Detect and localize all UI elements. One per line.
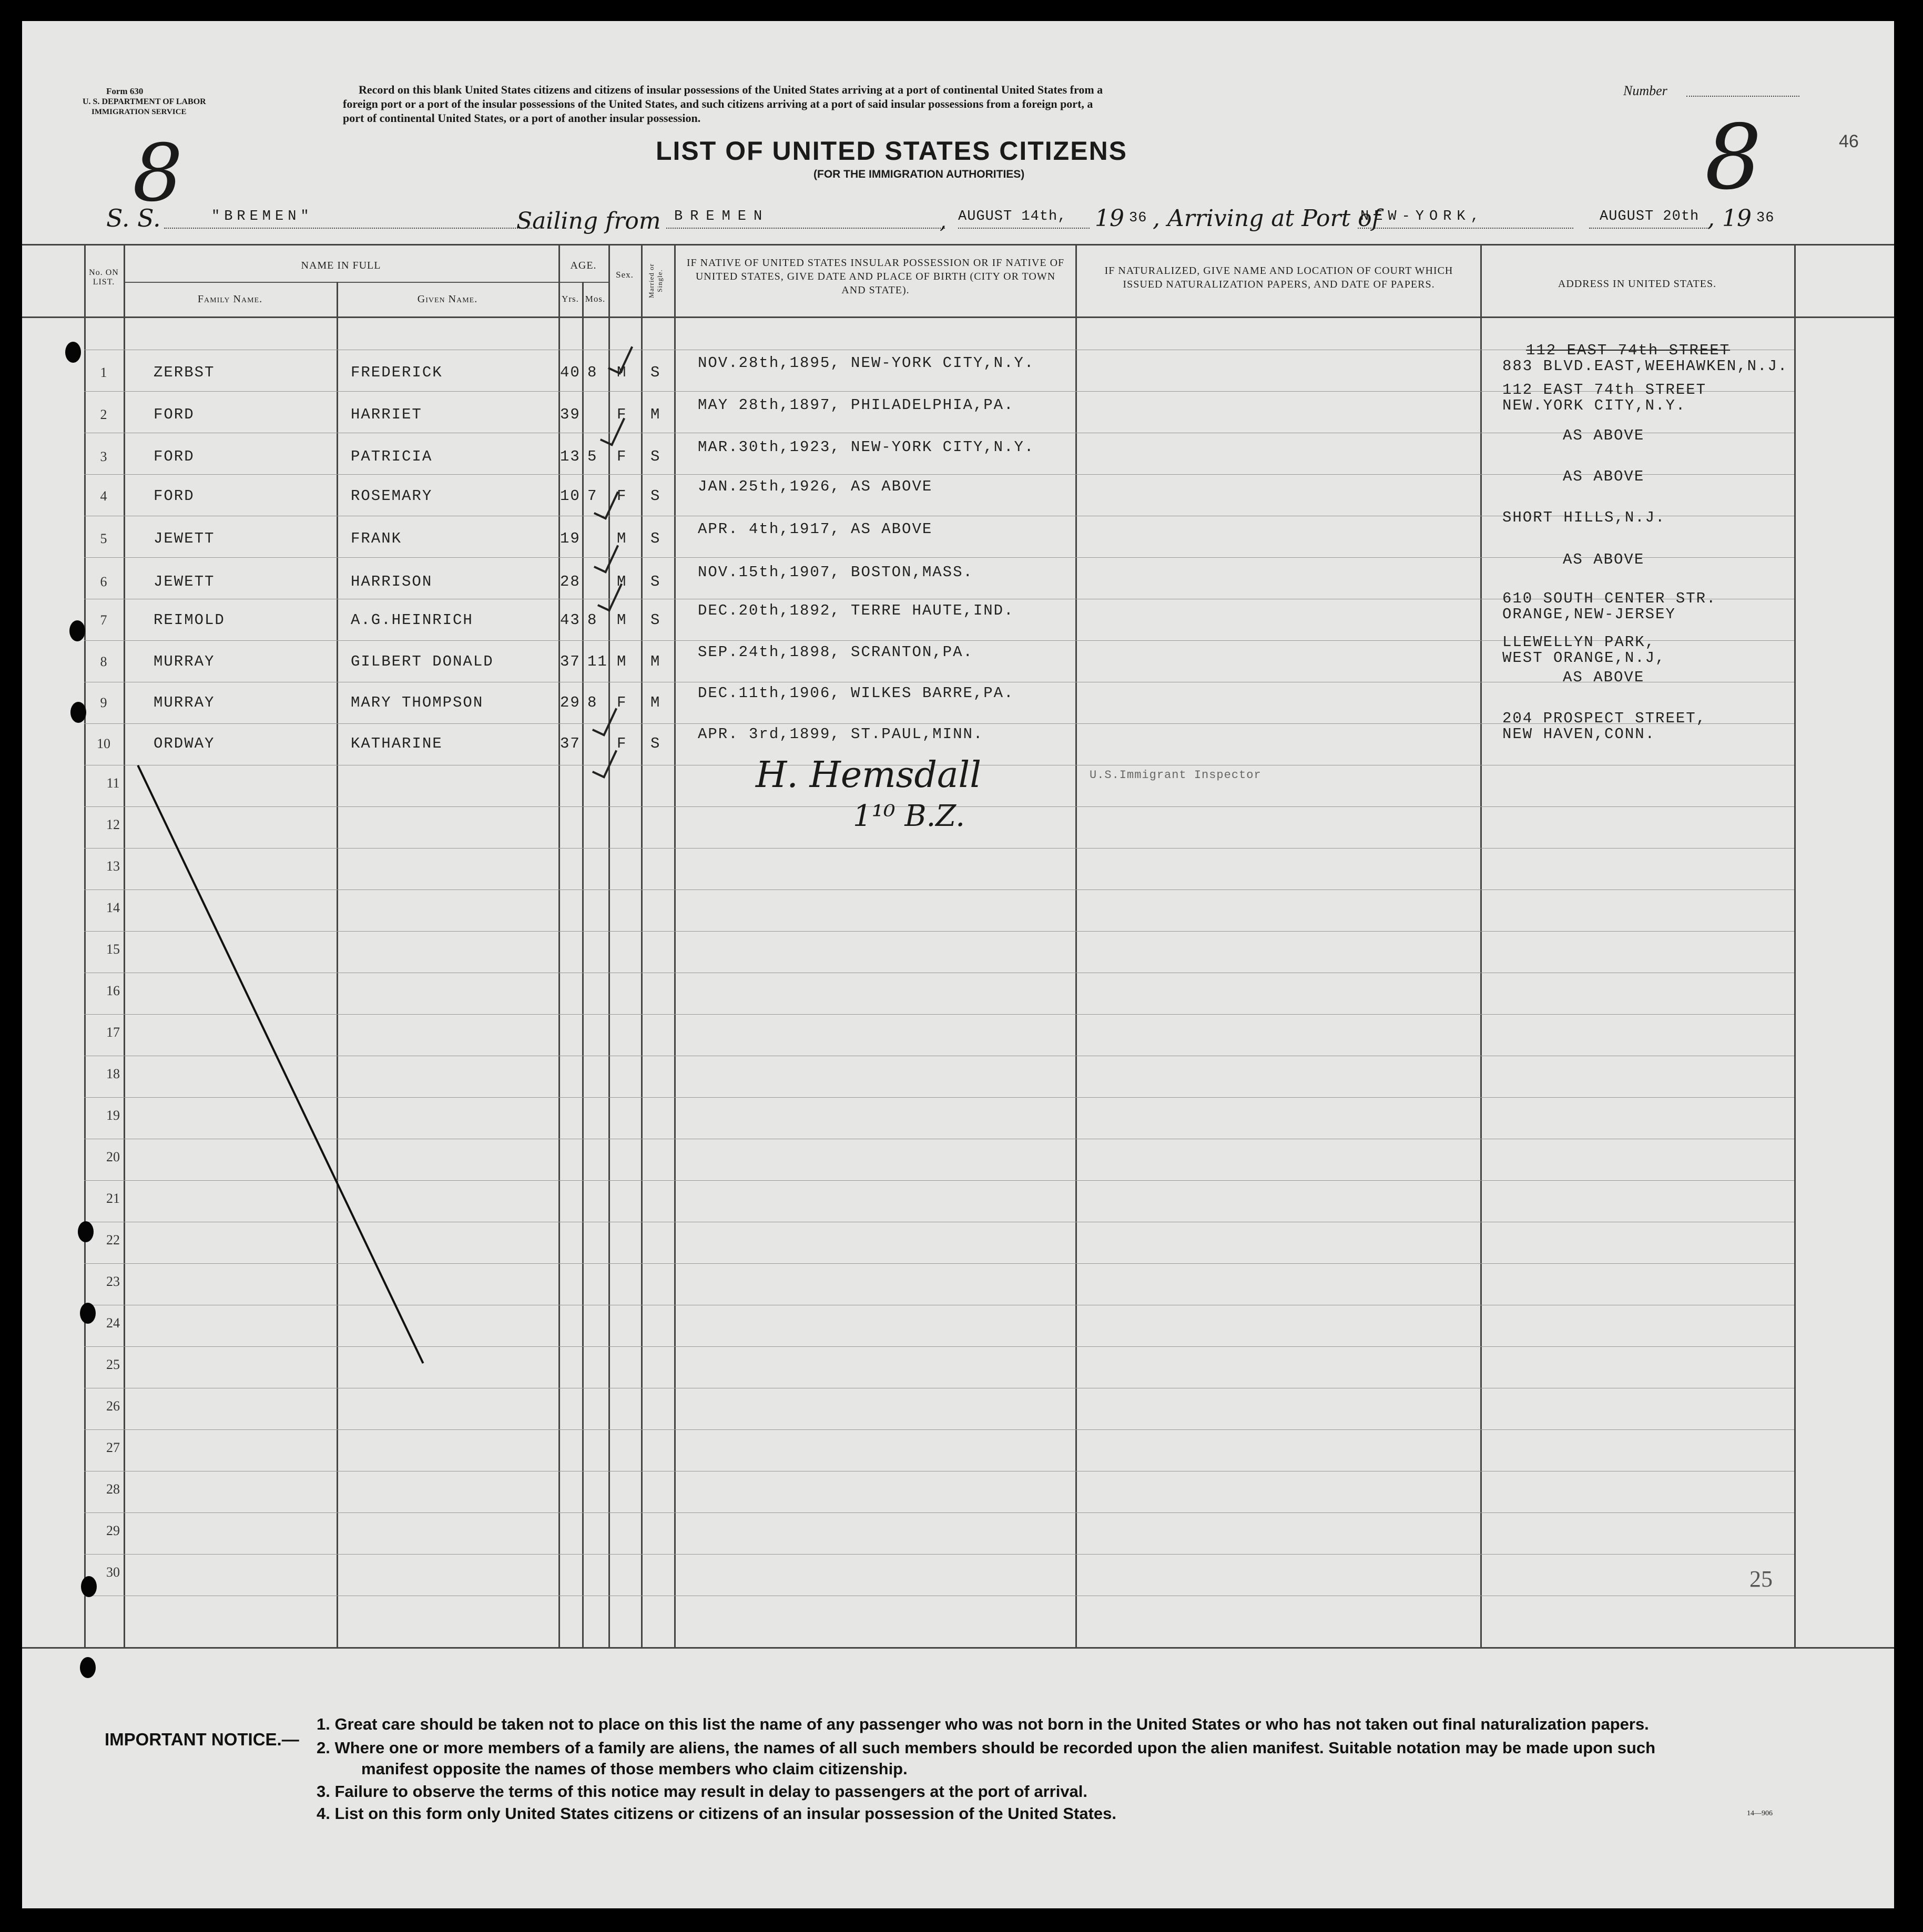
col-line-naturalized — [1075, 244, 1077, 1647]
arrival-date-line — [1589, 228, 1707, 229]
row-ruling — [84, 1014, 1794, 1015]
age-years: 19 — [560, 530, 581, 547]
row-number: 24 — [106, 1315, 120, 1331]
address-line-1: 204 PROSPECT STREET, — [1502, 710, 1707, 727]
address-line-1: AS ABOVE — [1563, 551, 1645, 568]
family-name: ORDWAY — [154, 735, 215, 752]
sex: F — [617, 448, 627, 465]
birth-date-place: APR. 4th,1917, AS ABOVE — [698, 520, 933, 538]
address-line-2: ORANGE,NEW-JERSEY — [1502, 606, 1676, 623]
form-number: Form 630 — [106, 86, 144, 96]
address-line-1: SHORT HILLS,N.J. — [1502, 509, 1666, 526]
binder-hole — [80, 1303, 96, 1324]
given-name: ROSEMARY — [351, 487, 433, 505]
row-number: 30 — [106, 1565, 120, 1580]
given-name: FREDERICK — [351, 364, 443, 381]
page-number: 25 — [1749, 1566, 1773, 1592]
family-name: FORD — [154, 448, 195, 465]
col-line-right — [1794, 244, 1796, 1647]
sailing-from-port: BREMEN — [674, 209, 770, 224]
row-number: 23 — [106, 1274, 120, 1289]
inspector-title: U.S.Immigrant Inspector — [1090, 769, 1261, 782]
sex: F — [617, 406, 627, 423]
marital-status: S — [650, 573, 661, 590]
header-age: AGE. — [570, 260, 597, 271]
row-number: 10 — [97, 736, 110, 751]
form-service: IMMIGRATION SERVICE — [91, 108, 187, 116]
check-mark — [592, 745, 617, 779]
marital-status: M — [650, 694, 661, 711]
record-instructions-1: Record on this blank United States citizens and citizens of insular possessions of the United States arriving at a port of continental United States from a — [359, 83, 1103, 96]
form-department: U. S. DEPARTMENT OF LABOR — [83, 97, 206, 106]
birth-date-place: MAR.30th,1923, NEW-YORK CITY,N.Y. — [698, 438, 1035, 456]
arriving-port-line — [1358, 228, 1573, 229]
given-name: A.G.HEINRICH — [351, 611, 473, 629]
binder-hole — [65, 342, 81, 363]
row-number: 25 — [106, 1357, 120, 1372]
notice-item-4: 4. List on this form only United States citizens or citizens of an insular possession of the United States. — [317, 1804, 1116, 1823]
binder-hole — [80, 1657, 96, 1678]
row-number: 5 — [100, 531, 107, 546]
family-name: FORD — [154, 487, 195, 505]
row-ruling — [84, 1346, 1794, 1347]
header-no-on-list: No. ON LIST. — [89, 268, 119, 287]
row-number: 22 — [106, 1232, 120, 1248]
col-line-address — [1480, 244, 1482, 1647]
header-bottom-border — [22, 316, 1894, 318]
row-number: 14 — [106, 900, 120, 915]
row-ruling — [84, 557, 1794, 558]
marital-status: M — [650, 406, 661, 423]
binder-hole — [78, 1221, 94, 1242]
row-ruling — [84, 1512, 1794, 1513]
header-married-single: Married or Single. — [647, 263, 664, 298]
ship-line — [164, 228, 532, 229]
marital-status: S — [650, 364, 661, 381]
sex: M — [617, 364, 627, 381]
notice-item-1: 1. Great care should be taken not to place on this list the name of any passenger who was not born in the United States or who has not taken out final naturalization papers. — [317, 1715, 1649, 1733]
row-number: 9 — [100, 695, 107, 710]
family-name: MURRAY — [154, 694, 215, 711]
arrival-year: 36 — [1756, 210, 1775, 226]
row-number: 15 — [106, 942, 120, 957]
row-number: 2 — [100, 407, 107, 422]
age-months: 7 — [587, 487, 598, 505]
arriving-port: NEW-YORK, — [1360, 209, 1484, 224]
birth-date-place: DEC.11th,1906, WILKES BARRE,PA. — [698, 684, 1014, 702]
address-line-2: NEW.YORK CITY,N.Y. — [1502, 397, 1686, 414]
age-years: 10 — [560, 487, 581, 505]
marital-status: S — [650, 487, 661, 505]
row-number: 13 — [106, 858, 120, 874]
row-number: 16 — [106, 983, 120, 998]
header-sex: Sex. — [616, 270, 634, 280]
arriving-label: , Arriving at Port of — [1153, 205, 1380, 232]
col-line-ms — [641, 244, 643, 1647]
header-naturalized: IF NATURALIZED, GIVE NAME AND LOCATION OF COURT WHICH ISSUED NATURALIZATION PAPERS, AND DATE OF PAPERS. — [1104, 265, 1453, 290]
family-name: JEWETT — [154, 573, 215, 590]
ss-label: S. S. — [106, 204, 161, 232]
header-address: ADDRESS IN UNITED STATES. — [1558, 278, 1717, 290]
print-code: 14—906 — [1747, 1810, 1773, 1817]
sex: M — [617, 573, 627, 590]
check-mark — [597, 578, 623, 612]
age-years: 13 — [560, 448, 581, 465]
col-line-mos — [582, 282, 584, 1647]
row-ruling — [84, 1263, 1794, 1264]
row-number: 3 — [100, 449, 107, 464]
inspector-signature: H. Hemsdall — [756, 754, 982, 796]
row-number: 28 — [106, 1481, 120, 1497]
row-ruling — [84, 1554, 1794, 1555]
comma: , — [940, 209, 947, 233]
address-line-1: AS ABOVE — [1563, 468, 1645, 485]
col-line-birth — [674, 244, 676, 1647]
row-number: 4 — [100, 488, 107, 504]
row-ruling — [84, 848, 1794, 849]
table-top-border — [22, 244, 1894, 246]
given-name: PATRICIA — [351, 448, 433, 465]
given-name: FRANK — [351, 530, 402, 547]
arrival-year-prefix: , 19 — [1707, 205, 1752, 232]
handwritten-sheet-number-left: 8 — [133, 128, 183, 219]
sailing-from-line — [666, 228, 945, 229]
row-number: 7 — [100, 612, 107, 628]
handwritten-sheet-number-right: 8 — [1705, 106, 1762, 210]
family-name: FORD — [154, 406, 195, 423]
row-number: 1 — [100, 365, 107, 380]
record-instructions-2: foreign port or a port of the insular possessions of the United States, and such citizens arriving at a port of said insular possessions from a foreign port, a — [343, 97, 1093, 110]
header-mos: Mos. — [585, 294, 606, 304]
row-number: 11 — [106, 775, 120, 791]
address-line-1: 112 EAST 74th STREET — [1502, 381, 1707, 398]
binder-hole — [81, 1576, 97, 1597]
age-years: 37 — [560, 653, 581, 670]
sex: F — [617, 487, 627, 505]
page-subtitle: (FOR THE IMMIGRATION AUTHORITIES) — [813, 168, 1025, 180]
age-years: 39 — [560, 406, 581, 423]
given-name: MARY THOMPSON — [351, 694, 484, 711]
row-ruling — [84, 474, 1794, 475]
address-line-1: AS ABOVE — [1563, 669, 1645, 686]
notice-label: IMPORTANT NOTICE.— — [105, 1730, 299, 1749]
sailing-year-prefix: 19 — [1095, 205, 1124, 232]
age-months: 11 — [587, 653, 608, 670]
row-number: 18 — [106, 1066, 120, 1081]
birth-date-place: NOV.15th,1907, BOSTON,MASS. — [698, 564, 973, 581]
given-name: HARRISON — [351, 573, 433, 590]
birth-date-place: JAN.25th,1926, AS ABOVE — [698, 478, 933, 495]
sex: M — [617, 530, 627, 547]
birth-date-place: NOV.28th,1895, NEW-YORK CITY,N.Y. — [698, 354, 1035, 372]
family-name: ZERBST — [154, 364, 215, 381]
age-months: 5 — [587, 448, 598, 465]
sailing-date-line — [958, 228, 1090, 229]
address-struck: 112 EAST 74th STREET — [1526, 342, 1731, 359]
row-ruling — [84, 931, 1794, 932]
given-name: HARRIET — [351, 406, 422, 423]
notice-item-2-continued: manifest opposite the names of those members who claim citizenship. — [361, 1760, 908, 1778]
record-instructions-3: port of continental United States, or a port of another insular possession. — [343, 111, 701, 125]
row-number: 12 — [106, 817, 120, 832]
age-years: 28 — [560, 573, 581, 590]
family-name: MURRAY — [154, 653, 215, 670]
given-name: GILBERT DONALD — [351, 653, 494, 670]
family-name: JEWETT — [154, 530, 215, 547]
marital-status: S — [650, 530, 661, 547]
cancellation-line — [137, 765, 424, 1364]
sex: F — [617, 735, 627, 752]
binder-hole — [70, 702, 86, 723]
row-number: 29 — [106, 1523, 120, 1538]
row-number: 21 — [106, 1191, 120, 1206]
sex: M — [617, 653, 627, 670]
row-ruling — [84, 1429, 1794, 1430]
header-yrs: Yrs. — [562, 294, 579, 304]
number-line — [1686, 96, 1799, 97]
sailing-year: 36 — [1129, 210, 1147, 226]
address-line-1: AS ABOVE — [1563, 427, 1645, 444]
age-years: 40 — [560, 364, 581, 381]
birth-date-place: DEC.20th,1892, TERRE HAUTE,IND. — [698, 602, 1014, 619]
row-number: 8 — [100, 654, 107, 669]
row-number: 27 — [106, 1440, 120, 1455]
page-corner-number: 46 — [1839, 131, 1859, 151]
page-title: LIST OF UNITED STATES CITIZENS — [656, 136, 1128, 166]
binder-hole — [69, 620, 85, 641]
row-number: 26 — [106, 1398, 120, 1414]
header-birth: IF NATIVE OF UNITED STATES INSULAR POSSESSION OR IF NATIVE OF UNITED STATES, GIVE DATE AND PLACE OF BIRTH (CITY OR TOWN AND STATE). — [686, 257, 1065, 296]
notice-item-2: 2. Where one or more members of a family are aliens, the names of all such members should be recorded upon the alien manifest. Suitable notation may be made upon such — [317, 1739, 1656, 1757]
header-given-name: Given Name. — [417, 293, 478, 305]
row-number: 6 — [100, 574, 107, 589]
marital-status: M — [650, 653, 661, 670]
check-mark — [594, 540, 619, 574]
age-months: 8 — [587, 611, 598, 629]
age-years: 29 — [560, 694, 581, 711]
sailing-from-label: Sailing from — [516, 208, 661, 234]
notice-item-3: 3. Failure to observe the terms of this notice may result in delay to passengers at the port of arrival. — [317, 1782, 1088, 1801]
address-line-2: WEST ORANGE,N.J, — [1502, 649, 1666, 667]
address-line-2: NEW HAVEN,CONN. — [1502, 725, 1656, 743]
age-months: 8 — [587, 364, 598, 381]
address-line-1: 883 BLVD.EAST,WEEHAWKEN,N.J. — [1502, 357, 1788, 375]
table-bottom-border — [22, 1647, 1894, 1649]
number-label: Number — [1623, 83, 1667, 98]
marital-status: S — [650, 611, 661, 629]
family-name: REIMOLD — [154, 611, 225, 629]
row-number: 20 — [106, 1149, 120, 1164]
row-number: 19 — [106, 1108, 120, 1123]
address-line-1: 610 SOUTH CENTER STR. — [1502, 590, 1717, 607]
inspector-initials: 1¹⁰ B.Z. — [853, 799, 965, 833]
age-years: 37 — [560, 735, 581, 752]
arrival-date: AUGUST 20th — [1600, 209, 1700, 224]
age-months: 8 — [587, 694, 598, 711]
address-line-1: LLEWELLYN PARK, — [1502, 633, 1656, 651]
manifest-sheet — [22, 21, 1894, 1908]
sailing-date: AUGUST 14th, — [958, 209, 1067, 224]
birth-date-place: MAY 28th,1897, PHILADELPHIA,PA. — [698, 396, 1014, 414]
check-mark — [600, 413, 625, 446]
name-subheader-line — [125, 282, 558, 283]
col-line-sex — [608, 244, 610, 1647]
header-family-name: Family Name. — [197, 293, 263, 305]
birth-date-place: SEP.24th,1898, SCRANTON,PA. — [698, 643, 973, 661]
header-name-in-full: NAME IN FULL — [301, 260, 381, 271]
col-line-given — [337, 282, 338, 1647]
birth-date-place: APR. 3rd,1899, ST.PAUL,MINN. — [698, 725, 984, 743]
row-ruling — [84, 1097, 1794, 1098]
check-mark — [608, 341, 633, 375]
age-years: 43 — [560, 611, 581, 629]
sex: M — [617, 611, 627, 629]
given-name: KATHARINE — [351, 735, 443, 752]
row-number: 17 — [106, 1025, 120, 1040]
row-ruling — [84, 1180, 1794, 1181]
ship-name: "BREMEN" — [211, 209, 313, 224]
marital-status: S — [650, 735, 661, 752]
sex: F — [617, 694, 627, 711]
marital-status: S — [650, 448, 661, 465]
